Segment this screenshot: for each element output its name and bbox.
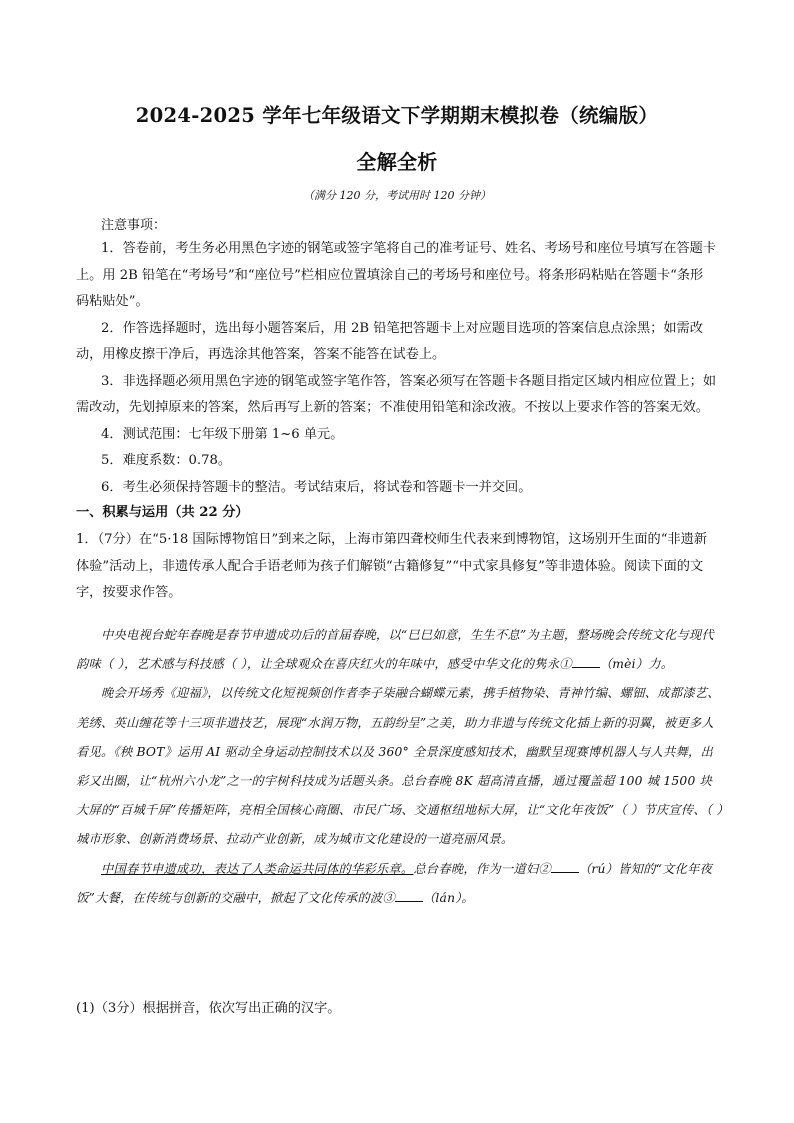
- reading-p3-mid2: （rú）皆知的“文化年夜饭”大餐，在传统与创新的交融中，掀起了文化传承的波③: [76, 861, 713, 905]
- exam-subtitle: 全解全析: [356, 150, 438, 174]
- exam-title: 2024-2025 学年七年级语文下学期期末模拟卷（统编版）: [135, 104, 659, 127]
- notice-item: 5．难度系数：0.78。: [101, 453, 232, 468]
- reading-p3-end: （lán）。: [422, 890, 475, 905]
- answer-blank-2[interactable]: [551, 860, 579, 873]
- notice-item: 3．非选择题必须用黑色字迹的钢笔或签字笔作答，答案必须写在答题卡各题目指定区域内相应位置上；如需改动，先划掉原来的答案，然后再写上新的答案；不准使用铅笔和涂改液。不按以上要求作答的答案无效。: [76, 373, 717, 415]
- question-1-text: 1．（7分）在“5·18 国际博物馆日”到来之际，上海市第四聋校师生代表来到博物馆，这场别开生面的“非遗新体验”活动上，非遗传承人配合手语老师为孩子们解锁“古籍修复”“中式家具修复”等非遗体验。阅读下面的文字，按要求作答。: [76, 532, 708, 600]
- notice-heading: 注意事项：: [101, 218, 167, 233]
- reading-paragraph-1: [76, 621, 724, 679]
- notice-list: [76, 236, 716, 501]
- answer-blank-1[interactable]: [572, 655, 600, 668]
- reading-paragraph-2: 晚会开场秀《迎福》，以传统文化短视频创作者李子柒融合蝴蝶元素，携手植物染、青神竹编、螺钿、成都漆艺、羌绣、英山缠花等十三项非遗技艺，展现“水润万物，五韵纷呈”之美，助力非遗与传统文化插上新的羽翼，被更多人看见。《秧 BOT》运用 AI 驱动全身运动控制技术以及 360° 全景深度感知技术，幽默呈现赛博机器人与人共舞，出彩又出圈，让“杭州六小龙”之一的宇树科技成为话题头条。总台春晚 8K 超高清直播，通过覆盖超 100 城 1500 块大屏的“百城千屏”传播矩阵，亮相全国核心商圈、市民广场、交通枢纽地标大屏，让“文化年夜饭”（ ）节庆宣传、（ ）城市形象、创新消费场景、拉动产业创新，成为城市文化建设的一道亮丽风景。: [76, 686, 723, 847]
- notice-item: 4．测试范围：七年级下册第 1~6 单元。: [101, 426, 344, 442]
- answer-blank-3[interactable]: [395, 889, 423, 902]
- question-1-sub-1: (1)（3分）根据拼音，依次写出正确的汉字。: [76, 1001, 341, 1016]
- notice-item: 6．考生必须保持答题卡的整洁。考试结束后，将试卷和答题卡一并交回。: [101, 479, 532, 495]
- reading-p3-mid: 总台春晚，作为一道妇②: [413, 861, 551, 876]
- notice-item: 2．作答选择题时，选出每小题答案后，用 2B 铅笔把答题卡上对应题目选项的答案信息点涂黑；如需改动，用橡皮擦干净后，再选涂其他答案，答案不能答在试卷上。: [76, 320, 703, 362]
- underlined-sentence: 中国春节申遗成功，表达了人类命运共同体的华彩乐章。: [101, 861, 414, 876]
- section-heading: 一、积累与运用（共 22 分）: [76, 505, 249, 520]
- reading-passage: [76, 621, 724, 913]
- question-1-stem: [76, 527, 716, 607]
- exam-score-time-note: （满分 120 分，考试用时 120 分钟）: [303, 189, 491, 202]
- reading-p1-end: （mèi）力。: [599, 657, 674, 672]
- notice-item: 1．答卷前，考生务必用黑色字迹的钢笔或签字笔将自己的准考证号、姓名、考场号和座位号填写在答题卡上。用 2B 铅笔在“考场号”和“座位号”栏相应位置填涂自己的考场号和座位号。将条形码粘贴在答题卡“条形码粘贴处”。: [76, 241, 717, 309]
- reading-paragraph-3: [76, 855, 724, 913]
- reading-p1-text: 中央电视台蛇年春晚是春节申遗成功后的首届春晚，以“巳巳如意，生生不息”为主题，整场晚会传统文化与现代韵味（ ），艺术感与科技感（ ），让全球观众在喜庆红火的年味中，感受中华文化的隽永①: [76, 628, 714, 672]
